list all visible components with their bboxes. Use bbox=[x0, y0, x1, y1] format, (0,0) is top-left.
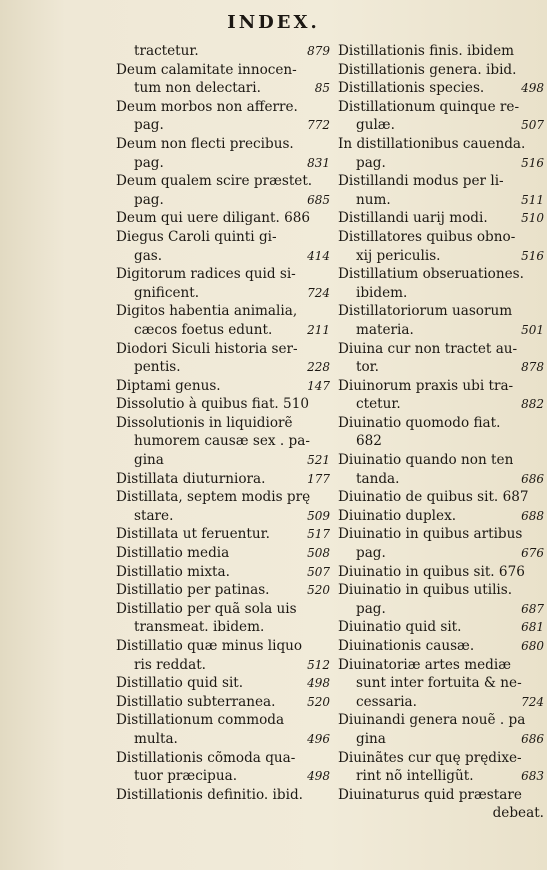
index-entry-line bbox=[338, 191, 544, 210]
index-entry-line bbox=[116, 98, 330, 117]
entry-text: Diuinatio in quibus sit. 676 bbox=[338, 563, 525, 580]
index-entry-line bbox=[116, 451, 330, 470]
entry-text: Diuinatio duplex. bbox=[338, 507, 457, 524]
entry-text: In distillationibus cauenda. bbox=[338, 135, 526, 152]
index-entry-line bbox=[116, 767, 330, 786]
page-number: 510 bbox=[521, 211, 544, 226]
entry-text: Diuinatio quando non ten bbox=[338, 452, 514, 469]
index-entry-line bbox=[338, 135, 544, 154]
index-entry-line bbox=[338, 228, 544, 247]
index-entry-line bbox=[116, 302, 330, 321]
entry-text: Distillata, septem modis prę bbox=[116, 489, 311, 506]
index-entry-line bbox=[116, 414, 330, 433]
index-entry-line bbox=[338, 786, 544, 805]
page-number: 516 bbox=[521, 248, 544, 263]
entry-text: Distillatores quibus obno- bbox=[338, 228, 516, 245]
index-entry-line bbox=[338, 116, 544, 135]
entry-text: Distillatio quæ minus liquo bbox=[116, 638, 303, 654]
index-entry-line bbox=[338, 172, 544, 191]
index-entry-line bbox=[338, 79, 544, 98]
entry-text: Distillationis definitio. ibid. bbox=[116, 786, 303, 803]
index-entry-line bbox=[338, 247, 544, 266]
entry-text: transmeat. ibidem. bbox=[134, 619, 265, 636]
entry-text: Distillatio mixta. bbox=[116, 563, 230, 580]
entry-text: Distillatio per quã sola uis bbox=[116, 600, 297, 617]
entry-text: Distillationis cõmoda qua- bbox=[116, 749, 296, 766]
page-number: 517 bbox=[307, 527, 330, 542]
index-entry-line bbox=[338, 414, 544, 433]
page-number: 520 bbox=[307, 694, 330, 709]
page-number: 498 bbox=[307, 676, 330, 691]
entry-text: Distillatium obseruationes. bbox=[338, 266, 524, 283]
index-entry-line bbox=[116, 786, 330, 805]
page-number: 512 bbox=[307, 657, 330, 672]
page-number: 228 bbox=[307, 360, 330, 375]
entry-text: Distillata ut feruentur. bbox=[116, 526, 270, 543]
page-number: 772 bbox=[307, 118, 330, 133]
entry-text: Diodori Siculi historia ser- bbox=[116, 340, 298, 357]
index-entry-line bbox=[116, 135, 330, 154]
index-entry-line bbox=[338, 302, 544, 321]
index-entry-line bbox=[116, 544, 330, 563]
index-entry-line bbox=[116, 79, 330, 98]
index-entry-line bbox=[338, 507, 544, 526]
page-number: 85 bbox=[314, 81, 330, 96]
entry-text: Diuinãtes cur quę prędixe- bbox=[338, 749, 522, 766]
page-number: 496 bbox=[307, 731, 330, 746]
page-number: 147 bbox=[307, 378, 330, 393]
entry-text: pag. bbox=[134, 117, 164, 134]
entry-text: 682 bbox=[356, 433, 382, 450]
entry-text: Diuinaturus quid præstare bbox=[338, 786, 522, 803]
page-number: 688 bbox=[521, 508, 544, 523]
page-number: 724 bbox=[307, 285, 330, 300]
index-entry-line bbox=[338, 600, 544, 619]
entry-text: xij periculis. bbox=[356, 247, 441, 264]
index-entry-line bbox=[116, 637, 330, 656]
index-entry-line bbox=[338, 340, 544, 359]
index-entry-line bbox=[116, 488, 330, 507]
index-entry-line bbox=[116, 247, 330, 266]
index-entry-line bbox=[116, 61, 330, 80]
page-number: 521 bbox=[307, 453, 330, 468]
entry-text: Deum morbos non afferre. bbox=[116, 98, 298, 115]
page-number: 501 bbox=[521, 322, 544, 337]
entry-text: cessaria. bbox=[356, 693, 417, 710]
entry-text: tuor præcipua. bbox=[134, 768, 238, 785]
index-entry-line bbox=[338, 693, 544, 712]
entry-text: Diuinatio quid sit. bbox=[338, 619, 462, 636]
index-entry-line bbox=[338, 730, 544, 749]
page-number: 685 bbox=[307, 192, 330, 207]
index-entry-line bbox=[116, 321, 330, 340]
index-entry-line bbox=[116, 209, 330, 228]
index-entry-line bbox=[116, 525, 330, 544]
entry-text: gina bbox=[356, 730, 386, 747]
page-number: 724 bbox=[521, 694, 544, 709]
index-entry-line bbox=[116, 749, 330, 768]
page-number: 686 bbox=[521, 471, 544, 486]
index-entry-line bbox=[116, 656, 330, 675]
entry-text: Diuinatio in quibus artibus bbox=[338, 526, 523, 543]
index-entry-line bbox=[338, 804, 544, 823]
index-entry-line bbox=[338, 656, 544, 675]
entry-text: ctetur. bbox=[356, 396, 401, 413]
index-entry-line bbox=[116, 730, 330, 749]
index-entry-line bbox=[116, 116, 330, 135]
index-entry-line bbox=[338, 451, 544, 470]
entry-text: pag. bbox=[134, 191, 164, 208]
index-entry-line bbox=[338, 98, 544, 117]
index-entry-line bbox=[338, 618, 544, 637]
entry-text: tor. bbox=[356, 359, 379, 376]
entry-text: Distillationum quinque re- bbox=[338, 98, 520, 115]
entry-text: Diuinatio de quibus sit. 687 bbox=[338, 489, 529, 506]
index-entry-line bbox=[116, 395, 330, 414]
entry-text: humorem causæ sex . pa- bbox=[134, 433, 310, 450]
entry-text: debeat. bbox=[492, 805, 544, 822]
index-entry-line bbox=[338, 209, 544, 228]
entry-text: Diuinorum praxis ubi tra- bbox=[338, 377, 514, 394]
entry-text: gnificent. bbox=[134, 284, 200, 301]
entry-text: pag. bbox=[134, 154, 164, 171]
index-column-left bbox=[116, 42, 330, 804]
index-entry-line bbox=[116, 470, 330, 489]
page-number: 879 bbox=[307, 44, 330, 58]
entry-text: Distillatio media bbox=[116, 545, 230, 562]
page-number: 520 bbox=[307, 583, 330, 598]
entry-text: tractetur. bbox=[134, 43, 199, 59]
index-entry-line bbox=[338, 749, 544, 768]
entry-text: Diuinationis causæ. bbox=[338, 638, 475, 654]
page-number: 414 bbox=[307, 248, 330, 263]
entry-text: ibidem. bbox=[356, 284, 408, 301]
entry-text: pag. bbox=[356, 600, 386, 617]
entry-text: sunt inter fortuita & ne- bbox=[356, 675, 522, 692]
page-number: 680 bbox=[521, 639, 544, 653]
entry-text: tum non delectari. bbox=[134, 80, 261, 97]
page-number: 511 bbox=[521, 192, 544, 207]
index-entry-line bbox=[338, 321, 544, 340]
index-entry-line bbox=[338, 767, 544, 786]
entry-text: Distillationis genera. ibid. bbox=[338, 61, 517, 78]
index-entry-line bbox=[338, 674, 544, 693]
entry-text: Distillandi modus per li- bbox=[338, 173, 504, 190]
entry-text: Distillata diuturniora. bbox=[116, 470, 266, 487]
entry-text: gulæ. bbox=[356, 117, 395, 134]
index-entry-line bbox=[116, 693, 330, 712]
entry-text: Diuinatio in quibus utilis. bbox=[338, 582, 513, 599]
index-entry-line bbox=[116, 154, 330, 173]
entry-text: pag. bbox=[356, 154, 386, 171]
entry-text: Dissolutio à quibus fiat. 510 bbox=[116, 396, 310, 413]
entry-text: Distillatio quid sit. bbox=[116, 675, 244, 692]
index-entry-line bbox=[338, 525, 544, 544]
page-number: 507 bbox=[521, 118, 544, 133]
index-entry-line bbox=[338, 377, 544, 396]
index-entry-line bbox=[338, 358, 544, 377]
entry-text: gina bbox=[134, 452, 164, 469]
entry-text: Deum non flecti precibus. bbox=[116, 135, 294, 152]
entry-text: Digitorum radices quid si- bbox=[116, 266, 296, 283]
index-entry-line bbox=[338, 470, 544, 489]
entry-text: Distillationis species. bbox=[338, 80, 485, 97]
entry-text: Distillatoriorum uasorum bbox=[338, 303, 513, 320]
entry-text: Diuinatio quomodo fiat. bbox=[338, 414, 501, 431]
index-entry-line bbox=[338, 154, 544, 173]
page-number: 507 bbox=[307, 564, 330, 579]
entry-text: Deum qui uere diligant. 686 bbox=[116, 210, 311, 227]
page-number: 509 bbox=[307, 508, 330, 523]
index-entry-line bbox=[116, 581, 330, 600]
page-number: 516 bbox=[521, 155, 544, 170]
index-entry-line bbox=[116, 507, 330, 526]
page-number: 498 bbox=[307, 769, 330, 784]
page-number: 878 bbox=[521, 360, 544, 375]
entry-text: rint nõ intelligũt. bbox=[356, 768, 474, 785]
index-entry-line bbox=[338, 61, 544, 80]
index-entry-line bbox=[116, 711, 330, 730]
entry-text: Diegus Caroli quinti gi- bbox=[116, 228, 277, 245]
index-entry-line bbox=[116, 284, 330, 303]
entry-text: num. bbox=[356, 191, 391, 208]
index-entry-line bbox=[116, 377, 330, 396]
entry-text: Distillationis finis. ibidem bbox=[338, 43, 515, 59]
page-number: 687 bbox=[521, 601, 544, 616]
index-entry-line bbox=[116, 340, 330, 359]
page-number: 498 bbox=[521, 81, 544, 96]
index-entry-line bbox=[116, 358, 330, 377]
index-entry-line bbox=[116, 563, 330, 582]
page-number: 177 bbox=[307, 471, 330, 486]
index-entry-line bbox=[116, 265, 330, 284]
index-entry-line bbox=[338, 284, 544, 303]
index-entry-line bbox=[338, 432, 544, 451]
entry-text: tanda. bbox=[356, 470, 400, 487]
index-entry-line bbox=[116, 172, 330, 191]
entry-text: Deum calamitate innocen- bbox=[116, 61, 297, 78]
entry-text: Distillationum commoda bbox=[116, 712, 285, 729]
entry-text: Diuinatoriæ artes mediæ bbox=[338, 656, 511, 673]
index-entry-line bbox=[338, 265, 544, 284]
index-entry-line bbox=[116, 618, 330, 637]
entry-text: multa. bbox=[134, 730, 178, 747]
index-entry-line bbox=[338, 488, 544, 507]
index-entry-line bbox=[338, 563, 544, 582]
entry-text: cæcos foetus edunt. bbox=[134, 321, 273, 338]
index-entry-line bbox=[338, 395, 544, 414]
page-number: 676 bbox=[521, 546, 544, 561]
entry-text: materia. bbox=[356, 321, 414, 338]
entry-text: Diuinandi genera nouẽ . pa bbox=[338, 712, 526, 729]
entry-text: Distillandi uarij modi. bbox=[338, 210, 488, 227]
index-entry-line bbox=[116, 674, 330, 693]
page-number: 882 bbox=[521, 397, 544, 412]
entry-text: Diptami genus. bbox=[116, 377, 221, 394]
index-entry-line bbox=[338, 42, 544, 61]
entry-text: Distillatio per patinas. bbox=[116, 582, 270, 599]
index-entry-line bbox=[338, 711, 544, 730]
index-entry-line bbox=[116, 42, 330, 61]
entry-text: Distillatio subterranea. bbox=[116, 693, 276, 710]
page-number: 686 bbox=[521, 731, 544, 746]
entry-text: Digitos habentia animalia, bbox=[116, 303, 298, 320]
entry-text: pentis. bbox=[134, 359, 181, 376]
index-entry-line bbox=[338, 581, 544, 600]
index-entry-line bbox=[116, 191, 330, 210]
entry-text: gas. bbox=[134, 247, 163, 264]
entry-text: ris reddat. bbox=[134, 656, 206, 673]
index-entry-line bbox=[116, 228, 330, 247]
entry-text: pag. bbox=[356, 545, 386, 562]
index-entry-line bbox=[338, 544, 544, 563]
page-number: 681 bbox=[521, 620, 544, 635]
entry-text: Diuina cur non tractet au- bbox=[338, 340, 518, 357]
index-entry-line bbox=[116, 432, 330, 451]
page-number: 211 bbox=[307, 322, 330, 337]
page-number: 831 bbox=[307, 155, 330, 170]
index-entry-line bbox=[338, 637, 544, 656]
page-header: INDEX. bbox=[227, 12, 320, 33]
index-entry-line bbox=[116, 600, 330, 619]
page-number: 683 bbox=[521, 769, 544, 784]
entry-text: Deum qualem scire præstet. bbox=[116, 173, 313, 190]
entry-text: stare. bbox=[134, 507, 174, 524]
index-column-right bbox=[338, 42, 544, 823]
page-number: 508 bbox=[307, 546, 330, 561]
entry-text: Dissolutionis in liquidiorẽ bbox=[116, 414, 293, 431]
